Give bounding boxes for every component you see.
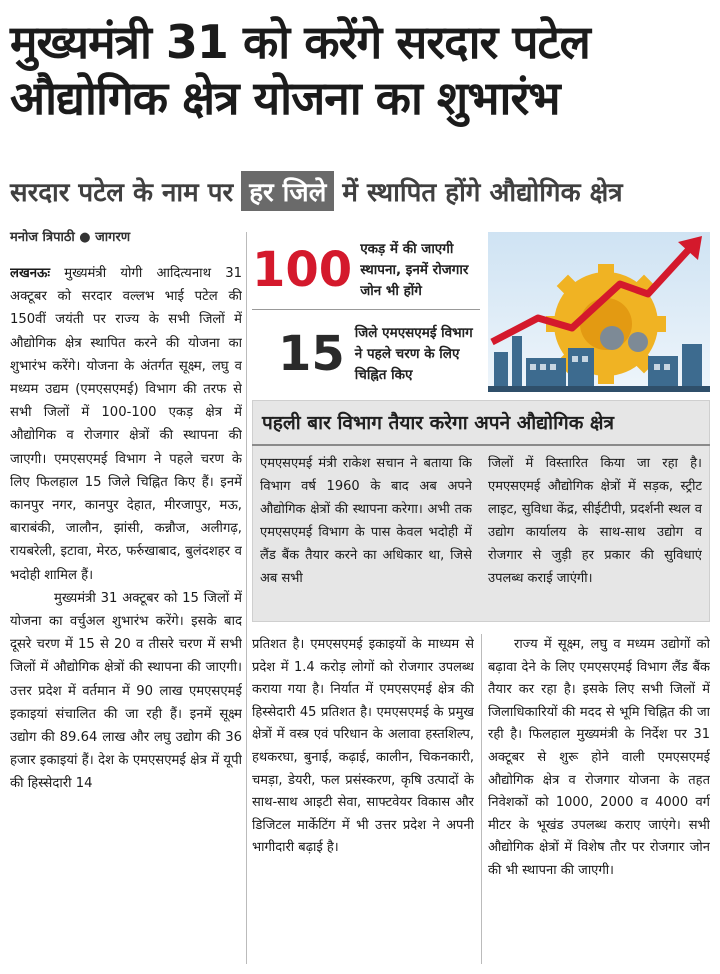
- bullet-icon: ●: [79, 230, 91, 245]
- left-column: [10, 262, 242, 962]
- subhead-after: में स्थापित होंगे औद्योगिक क्षेत्र: [342, 178, 623, 208]
- left-paragraph: मुख्यमंत्री योगी आदित्यनाथ 31 अक्टूबर को सरदार वल्लभ भाई पटेल की 150वीं जयंती पर राज्य के सभी जिलों में औद्योगिक क्षेत्र स्थापित करने की योजना का शुभारंभ करेंगे। योजना के अंतर्गत सूक्ष्म, लघु व मध्यम उद्यम (एमएसएमई) विभाग की तरफ से सभी जिलों में 100-100 एकड़ क्षेत्र में औद्योगिक व रोजगार क्षेत्रों की स्थापना की जाएगी। एमएसएमई विभाग ने पहले चरण के लिए फिलहाल 15 जिले चिह्नित किए हैं। इनमें कानपुर नगर, कानपुर देहात, मीरजापुर, मऊ, बाराबंकी, जालौन, झांसी, कन्नौज, अलीगढ़, रायबरेली, इटावा, मेरठ, फर्रुखाबाद, बुलंदशहर व भदोही शामिल हैं।: [10, 266, 242, 583]
- subhead-before: सरदार पटेल के नाम पर: [10, 178, 234, 208]
- box-title: पहली बार विभाग तैयार करेगा अपने औद्योगिक क्षेत्र: [262, 412, 615, 434]
- stat-callout: [278, 318, 480, 390]
- dateline: लखनऊः: [10, 266, 51, 281]
- stat-number: 15: [278, 326, 345, 382]
- stat-text: एकड़ में की जाएगी स्थापना, इनमें रोजगार जोन भी होंगे: [360, 240, 469, 299]
- right-paragraph: राज्य में सूक्ष्म, लघु व मध्यम उद्योगों को बढ़ावा देने के लिए एमएसएमई विभाग लैंड बैंक तैयार कर रहा है। इसके लिए सभी जिलों में जिलाधिकारियों की मदद से भूमि चिह्नित की जा रही है। फिलहाल मुख्यमंत्री के निर्देश पर 31 अक्टूबर से शुरू होने वाली एमएसएमई औद्योगिक क्षेत्र व रोजगार योजना के तहत निवेशकों को 1000, 2000 व 4000 वर्ग मीटर के भूखंड उपलब्ध कराए जाएंगे। सभी औद्योगिक क्षेत्रों में विशेष तौर पर रोजगार जोन की भी स्थापना की जाएगी।: [488, 637, 710, 878]
- subhead-highlight: हर जिले: [241, 171, 334, 211]
- stat-number: 100: [252, 242, 353, 298]
- divider: [252, 444, 710, 446]
- right-column: [488, 634, 710, 964]
- industry-growth-icon: [488, 232, 710, 392]
- column-divider: [246, 232, 247, 964]
- box-column: एमएसएमई मंत्री राकेश सचान ने बताया कि विभाग वर्ष 1960 के बाद अब अपने औद्योगिक क्षेत्रों की स्थापना करेगा। अभी तक एमएसएमई विभाग के पास केवल भदोही में लैंड बैंक तैयार करने का अधिकार था, जिसे अब सभी: [260, 456, 472, 586]
- byline: [10, 227, 130, 245]
- headline: [10, 14, 710, 126]
- headline-line-2: औद्योगिक क्षेत्र योजना का शुभारंभ: [10, 71, 560, 125]
- stat-text: जिले एमएसएमई विभाग ने पहले चरण के लिए चिह्नित किए: [354, 324, 473, 383]
- headline-line-1: मुख्यमंत्री 31 को करेंगे सरदार पटेल: [10, 15, 590, 69]
- middle-column: प्रतिशत है। एमएसएमई इकाइयों के माध्यम से प्रदेश में 1.4 करोड़ लोगों को रोजगार उपलब्ध कराया गया है। निर्यात में एमएसएमई क्षेत्र की हिस्सेदारी 45 प्रतिशत है। एमएसएमई के प्रमुख क्षेत्रों में वस्त्र एवं परिधान के अलावा हस्तशिल्प, हथकरघा, बुनाई, कढ़ाई, कालीन, चिकनकारी, चमड़ा, डेयरी, फल प्रसंस्करण, कृषि उत्पादों के साथ-साथ आइटी सेवा, साफ्टवेयर विकास और डिजिटल मार्केटिंग में भी उत्तर प्रदेश ने अपनी भागीदारी बढ़ाई है।: [252, 637, 474, 856]
- subheadline: [10, 170, 710, 212]
- industry-illustration: [488, 232, 710, 392]
- divider: [252, 309, 480, 310]
- byline-author: मनोज त्रिपाठी: [10, 230, 75, 245]
- box-column: जिलों में विस्तारित किया जा रहा है। एमएसएमई औद्योगिक क्षेत्रों में सड़क, स्ट्रीट लाइट, सुविधा केंद्र, सीईटीपी, प्रदर्शनी स्थल व उद्योग कार्यालय के साथ-साथ उद्योग व रोजगार से जुड़ी हर प्रकार की सुविधाएं उपलब्ध कराई जाएंगी।: [488, 456, 702, 586]
- column-divider: [481, 634, 482, 964]
- stat-callout: [252, 233, 480, 307]
- byline-source: जागरण: [95, 230, 131, 245]
- left-paragraph: मुख्यमंत्री 31 अक्टूबर को 15 जिलों में योजना का वर्चुअल शुभारंभ करेंगे। इसके बाद दूसरे चरण में 15 से 20 व तीसरे चरण में सभी जिलों में औद्योगिक क्षेत्रों की स्थापना की जाएगी। उत्तर प्रदेश में वर्तमान में 90 लाख एमएसएमई इकाइयां संचालित की जा रही हैं। इनमें सूक्ष्म उद्योग की 89.64 लाख और लघु उद्योग की 36 हजार इकाइयां हैं। देश के एमएसएमई क्षेत्र में यूपी की हिस्सेदारी 14: [10, 590, 242, 792]
